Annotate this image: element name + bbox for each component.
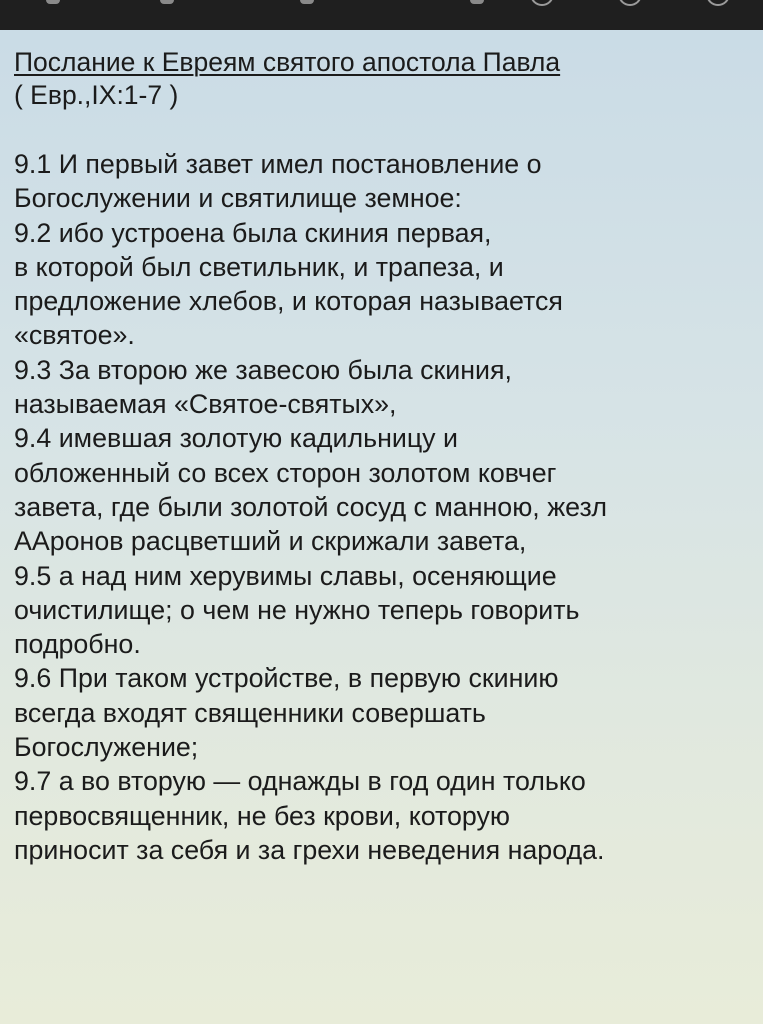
verse-text: 9.3 За второю же завесою была скиния, называемая «Святое-святых», (14, 354, 512, 420)
top-bar-tick (300, 0, 314, 4)
circle-icon[interactable] (530, 0, 554, 6)
top-bar-tick (160, 0, 174, 4)
circle-icon[interactable] (618, 0, 642, 6)
top-bar-tick (470, 0, 484, 4)
page-title: Послание к Евреям святого апостола Павла (14, 47, 561, 77)
verse-text: 9.6 При таком устройстве, в первую скинию всегда входят священники совершать Богослужение; (14, 663, 559, 763)
top-bar-tick (46, 0, 60, 4)
verse-text: 9.2 ибо устроена была скиния первая, в которой был светильник, и трапеза, и предложение хлебов, и которая называется «святое». (14, 217, 563, 351)
scripture-reference: ( Евр.,IX:1-7 ) (14, 80, 179, 110)
slide-content (14, 46, 754, 867)
verse-text: 9.1 И первый завет имел постановление о Богослужении и святилище земное: (14, 149, 542, 214)
verse-text: 9.4 имевшая золотую кадильницу и обложенный со всех сторон золотом ковчег завета, где были золотой сосуд с манною, жезл ААронов расцветший и скрижали завета, (14, 423, 608, 557)
top-bar (0, 0, 763, 30)
verse-text: 9.7 а во вторую — однажды в год один только первосвященник, не без крови, которую приносит за себя и за грехи неведения народа. (14, 766, 605, 865)
verse-text: 9.5 а над ним херувимы славы, осеняющие очистилище; о чем не нужно теперь говорить подробно. (14, 560, 580, 660)
circle-icon[interactable] (706, 0, 730, 6)
